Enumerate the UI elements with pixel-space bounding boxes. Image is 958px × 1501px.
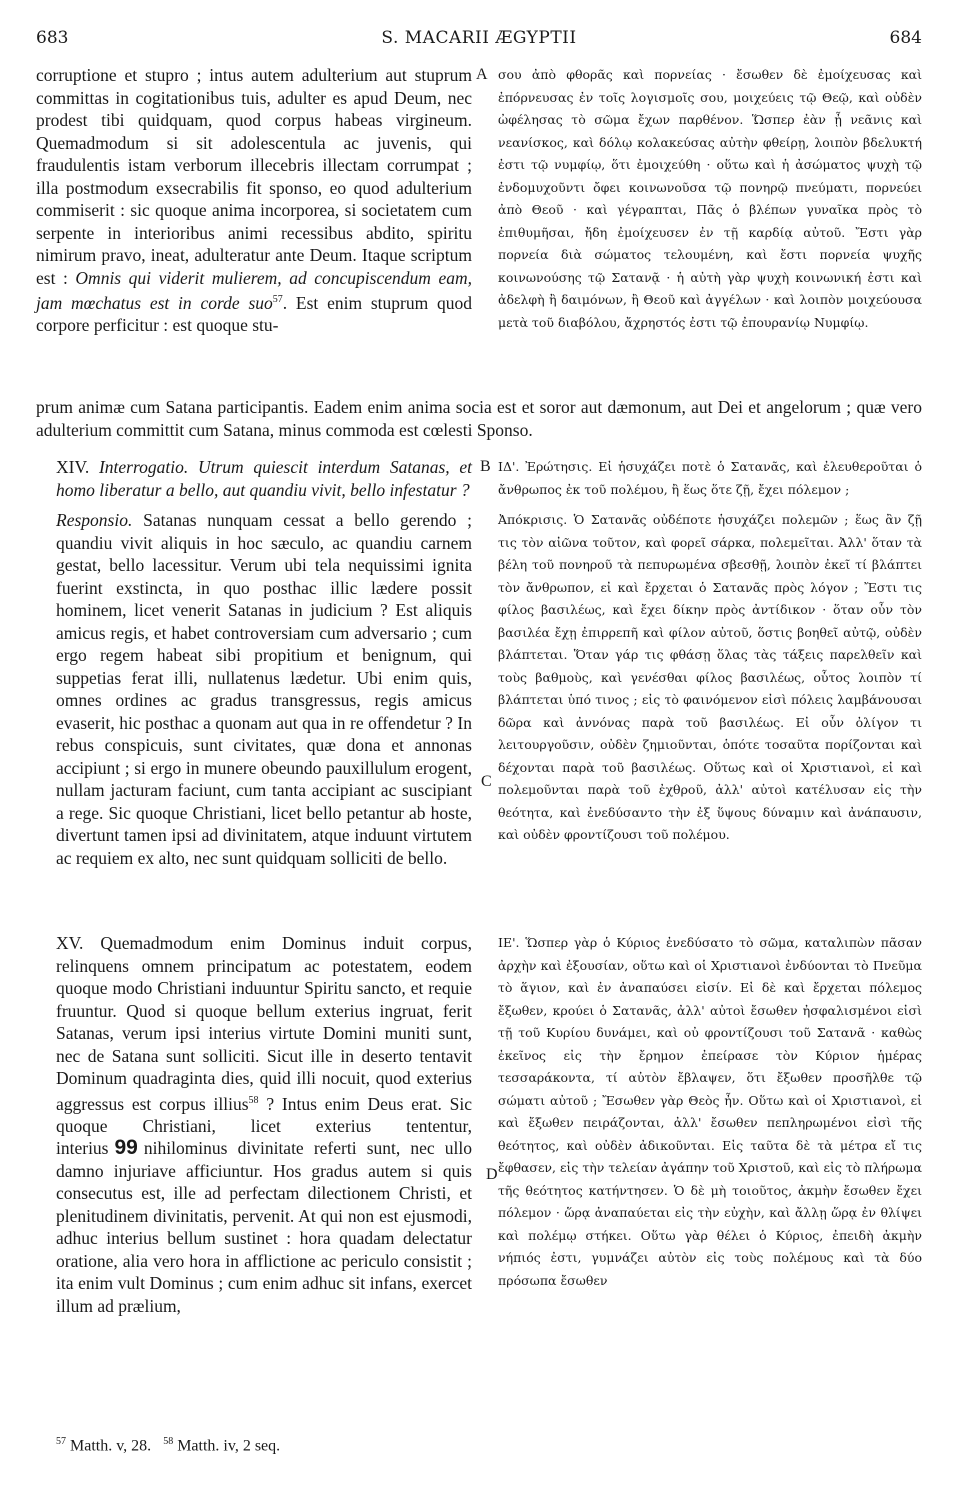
column-number: 99 xyxy=(114,1136,138,1160)
margin-marker-b: B xyxy=(480,458,491,475)
greek-response: Ἀπόκρισις. Ὁ Σατανᾶς οὐδέποτε ἡσυχάζει πολεμῶν ; ἕως ἂν ζῇ τις τὸν αἰῶνα τοῦτον, καὶ φορεῖ σάρκα, πολεμεῖται. Ἀλλ' ὅταν τὰ βέλη τοῦ πονηροῦ τὰ πεπυρωμένα σβεσθῇ, λοιπὸν ἐκεῖ τί βλάπτει τὸν ἄνθρωπον, εἰ καὶ ἔρχεται ὁ Σατανᾶς πρὸς λόγον ; Ἔστι τις φίλος βασιλέως, καὶ ἔχει δίκην πρὸς ἀντίδικον · ὅταν οὖν τὸν βασιλέα ἔχῃ ἐπιρρεπῆ καὶ φίλον αὐτοῦ, ὅστις βοηθεῖ αὐτῷ, οὐδὲν βλάπτεται. Ὅταν γάρ τις φθάσῃ ὅλας τὰς τάξεις παρελθεῖν καὶ τοὺς βαθμοὺς, καὶ γενέσθαι φίλος βασιλέως, οὗτος λοιπὸν τί βλάπτεται ὑπό τινος ; εἰς τὸ φαινόμενον εἰσὶ πόλεις λαμβάνουσαι δῶρα καὶ ἀννόνας παρὰ τοῦ βασιλέως. Εἰ οὖν ὀλίγον τι λειτουργοῦσιν, οὐδὲν ζημιοῦνται, ὁπότε τοσαῦτα πορίζονται καὶ δέχονται παρὰ τοῦ βασιλέως. Οὕτως καὶ οἱ Χριστιανοὶ, εἰ καὶ πολεμοῦνται παρὰ τοῦ ἐχθροῦ, ἀλλ' αὐτοὶ κατέλυσαν εἰς τὴν θεότητα, καὶ ἐνεδύσαντο τὴν ἐξ ὕψους δύναμιν καὶ ἀνάπαυσιν, καὶ οὐδὲν φροντίζουσι τοῦ πολέμου. xyxy=(498,512,922,842)
greek-section-15: ΙΕ'. Ὥσπερ γὰρ ὁ Κύριος ἐνεδύσατο τὸ σῶμα, καταλιπὼν πᾶσαν ἀρχὴν καὶ ἐξουσίαν, οὕτω καὶ οἱ Χριστιανοὶ ἐνδύονται τὸ Πνεῦμα τὸ ἅγιον, καὶ ἐν ἀναπαύσει εἰσίν. Εἰ δὲ καὶ ἔρχεται πόλεμος ἔξωθεν, κρούει ὁ Σατανᾶς, ἀλλ' αὐτοὶ ἔσωθεν ἠσφαλισμένοι εἰσὶ τῇ τοῦ Κυρίου δυνάμει, καὶ οὐ φροντίζουσι τοῦ Σατανᾶ · καθὼς ἐκεῖνος εἰς τὴν ἔρημον ἐπείρασε τὸν Κύριον ἡμέρας τεσσαράκοντα, τί αὐτὸν ἔβλαψεν, ὅτι ἔξωθεν προσῆλθε τῷ σώματι αὐτοῦ ; Ἔσωθεν γὰρ Θεὸς ἦν. Οὕτω καὶ οἱ Χριστιανοὶ, εἰ καὶ ἔξωθεν πειράζονται, ἀλλ' ἔσωθεν πεπληρωμένοι εἰσὶ τῆς θεότητος, καὶ οὐδὲν ἀδικοῦνται. Εἰς ταῦτα δὲ τὰ μέτρα εἴ τις ἔφθασεν, εἰς τὴν τελείαν ἀγάπην τοῦ Χριστοῦ, καὶ εἰς τὸ πλήρωμα τῆς θεότητος κατήντησεν. Ὁ δὲ μὴ τοιοῦτος, ἀκμὴν ἔσωθεν ἔχει πόλεμον · ὥρᾳ ἀναπαύεται εἰς τὴν εὐχὴν, καὶ ἄλλῃ ὥρᾳ ἐν θλίψει καὶ πολέμῳ στήκει. Οὕτω γὰρ θέλει ὁ Κύριος, ἐπειδὴ ἀκμὴν νήπιός ἐστι, γυμνάζει αὐτὸν εἰς τοὺς πολέμους καὶ τὰ δύο πρόσωπα ἔσωθεν xyxy=(498,935,922,1288)
margin-marker-c: C xyxy=(481,773,492,790)
running-header xyxy=(36,28,922,52)
footnote-58: Matth. iv, 2 seq. xyxy=(177,1437,281,1455)
margin-marker-a: A xyxy=(476,66,488,83)
footnote-ref: 58 xyxy=(248,1094,259,1106)
latin-column-top xyxy=(36,64,472,337)
latin-section-15: XV. Quemadmodum enim Dominus induit corpus, relinquens omnem principatum ac potestatem, eodem quoque modo Christiani induuntur Spiritu sancto, et requie fruuntur. Quod si quoque bellum exterius ingruat, ferit Satanas, verum ipsi interius virtute Domini muniti sunt, nec de Satana sunt solliciti. Sicut ille in deserto tentavit Dominum quadraginta dies, quid illi nocuit, quod exterius aggressus est corpus illius$^{58}$ ? Intus enim Deus erat. Sic quoque Christiani, licet exterius tententur, interius 99 nihilominus divinitate referti sunt, nec ullo damno injuriave afficiuntur. Hos gradus autem si quis consecutus est, ille ad perfectam dilectionem Christi, et plenitudinem divinitatis, pervenit. At qui non est ejusmodi, adhuc interius bellum sustinet : hora quadam delectatur oratione, alia vero hora in afflictione ac periculo consistit ; ita enim vult Dominus ; cum enim adhuc sit infans, exercet illum ad prælium, xyxy=(56,933,473,1316)
footnote-ref: 57 xyxy=(272,294,283,305)
footnotes: $^{57}$ Matth. v, 28. $^{58}$ Matth. iv, 2 seq. xyxy=(56,1436,281,1455)
latin-text: . Est enim stuprum quod corpore perficitur : est quoque stu- xyxy=(36,292,472,336)
full-width-line: prum animæ cum Satana participantis. Eadem enim anima socia est et soror aut dæmonum, aut Dei et angelorum ; quæ vero adulterium committit cum Satana, minus commoda est cœlesti Sponso. xyxy=(36,397,922,440)
response-paragraph: Responsio. Satanas nunquam cessat a bello gerendo ; quandiu vivit aliquis in hoc sæculo, ac quandiu carnem gestat, bello lacessitur. Verum ubi tela nequissimi ignita fuerint exstincta, in quo posthac illic lædere possit hominem, licet venerit Satanas in judicium ? Est aliquis amicus regis, et habet controversiam cum adversario ; cum ergo regem habeat sibi propitium et benignum, qui suppetias ferat illi, nullatenus lædetur. Ubi enim quis, omnes ordines ac gradus transgressus, regis amicus evaserit, hic posthac a quonam aut qua in re offendetur ? In rebus conspicuis, sunt civitates, quæ dona et annonas accipiunt ; si ergo in munere obeundo pauxillulum erogent, nullam jacturam faciunt, cum tanta accipiant ac suscipiant a rege. Sic quoque Christiani, licet bello petantur ab hoste, divertunt tamen ipsi ad divinitatem, atque induunt virtutem ac requiem ex alto, nec sunt quidquam solliciti de bello. xyxy=(56,510,473,868)
greek-column-top: σου ἀπὸ φθορᾶς καὶ πορνείας · ἔσωθεν δὲ ἐμοίχευσας καὶ ἐπόρνευσας ἐν τοῖς λογισμοῖς σου, μοιχεύεις τῷ Θεῷ, καὶ οὐδὲν ὠφέλησας τὸ σῶμα ἔχων παρθένον. Ὥσπερ ἐὰν ᾖ νεᾶνις καὶ νεανίσκος, καὶ δόλῳ κολακεύσας αὐτὴν φθείρῃ, λοιπὸν βδελυκτή ἐστι τῷ νυμφίῳ, ὅτι ἐμοιχεύθη · οὕτω καὶ ἡ ἀσώματος ψυχὴ τῷ ἐνδομυχοῦντι ὄφει κοινωνοῦσα τῷ πονηρῷ πνεύματι, πορνεύει ἀπὸ Θεοῦ · καὶ γέγραπται, Πᾶς ὁ βλέπων γυναῖκα πρὸς τὸ ἐπιθυμῆσαι, ἤδη ἐμοίχευσεν ἐν τῇ καρδίᾳ αὐτοῦ. Ἔστι γὰρ πορνεία διὰ σώματος τελουμένη, καὶ ἔστι πορνεία ψυχῆς κοινωνούσης τῷ Σατανᾷ · ἡ αὐτὴ γὰρ ψυχὴ κοινωνική ἐστι καὶ ἀδελφὴ ἢ δαιμόνων, ἢ Θεοῦ καὶ ἀγγέλων · καὶ λοιπὸν μοιχεύουσα μετὰ τοῦ διαβόλου, ἄχρηστός ἐστι τῷ ἐπουρανίῳ Νυμφίῳ. xyxy=(498,67,922,330)
greek-question: ΙΔ'. Ἐρώτησις. Εἰ ἡσυχάζει ποτὲ ὁ Σατανᾶς, καὶ ἐλευθεροῦται ὁ ἄνθρωπος ἐκ τοῦ πολέμου, ἢ ἕως ὅτε ζῇ, ἔχει πόλεμον ; xyxy=(498,459,922,497)
running-title: S. MACARII ÆGYPTII xyxy=(381,28,577,48)
greek-section-14 xyxy=(498,456,922,847)
margin-marker-d: D xyxy=(486,1166,498,1183)
footnote-57: Matth. v, 28. xyxy=(70,1437,152,1455)
page-number-right: 684 xyxy=(889,28,922,48)
scripture-quote: Omnis qui viderit mulierem, ad concupiscendum eam, jam mœchatus est in corde suo xyxy=(36,267,472,313)
question-heading: XIV. Interrogatio. Utrum quiescit interdum Satanas, et homo liberatur a bello, aut quandiu vivit, bello infestatur ? xyxy=(56,457,473,500)
latin-section-14 xyxy=(56,456,472,869)
page-number-left: 683 xyxy=(36,28,69,48)
latin-text: corruptione et stupro ; intus autem adulterium aut stuprum committas in cogitationibus tuis, adulter es apud Deum, nec prodest tibi quidquam, quod corpus habeas virgineum. Quemadmodum si sit adolescentula ac juvenis, qui fraudulentis istam verborum illecebris illectam corrumpat ; illa postmodum exsecrabilis fit sponso, eo quod adulterium commiserit : sic quoque anima incorporea, si societatem cum serpente in interioribus animi recessibus abdito, spiritu nimirum pravo, ineat, adulteratur ante Deum. Itaque scriptum est : xyxy=(36,65,472,288)
